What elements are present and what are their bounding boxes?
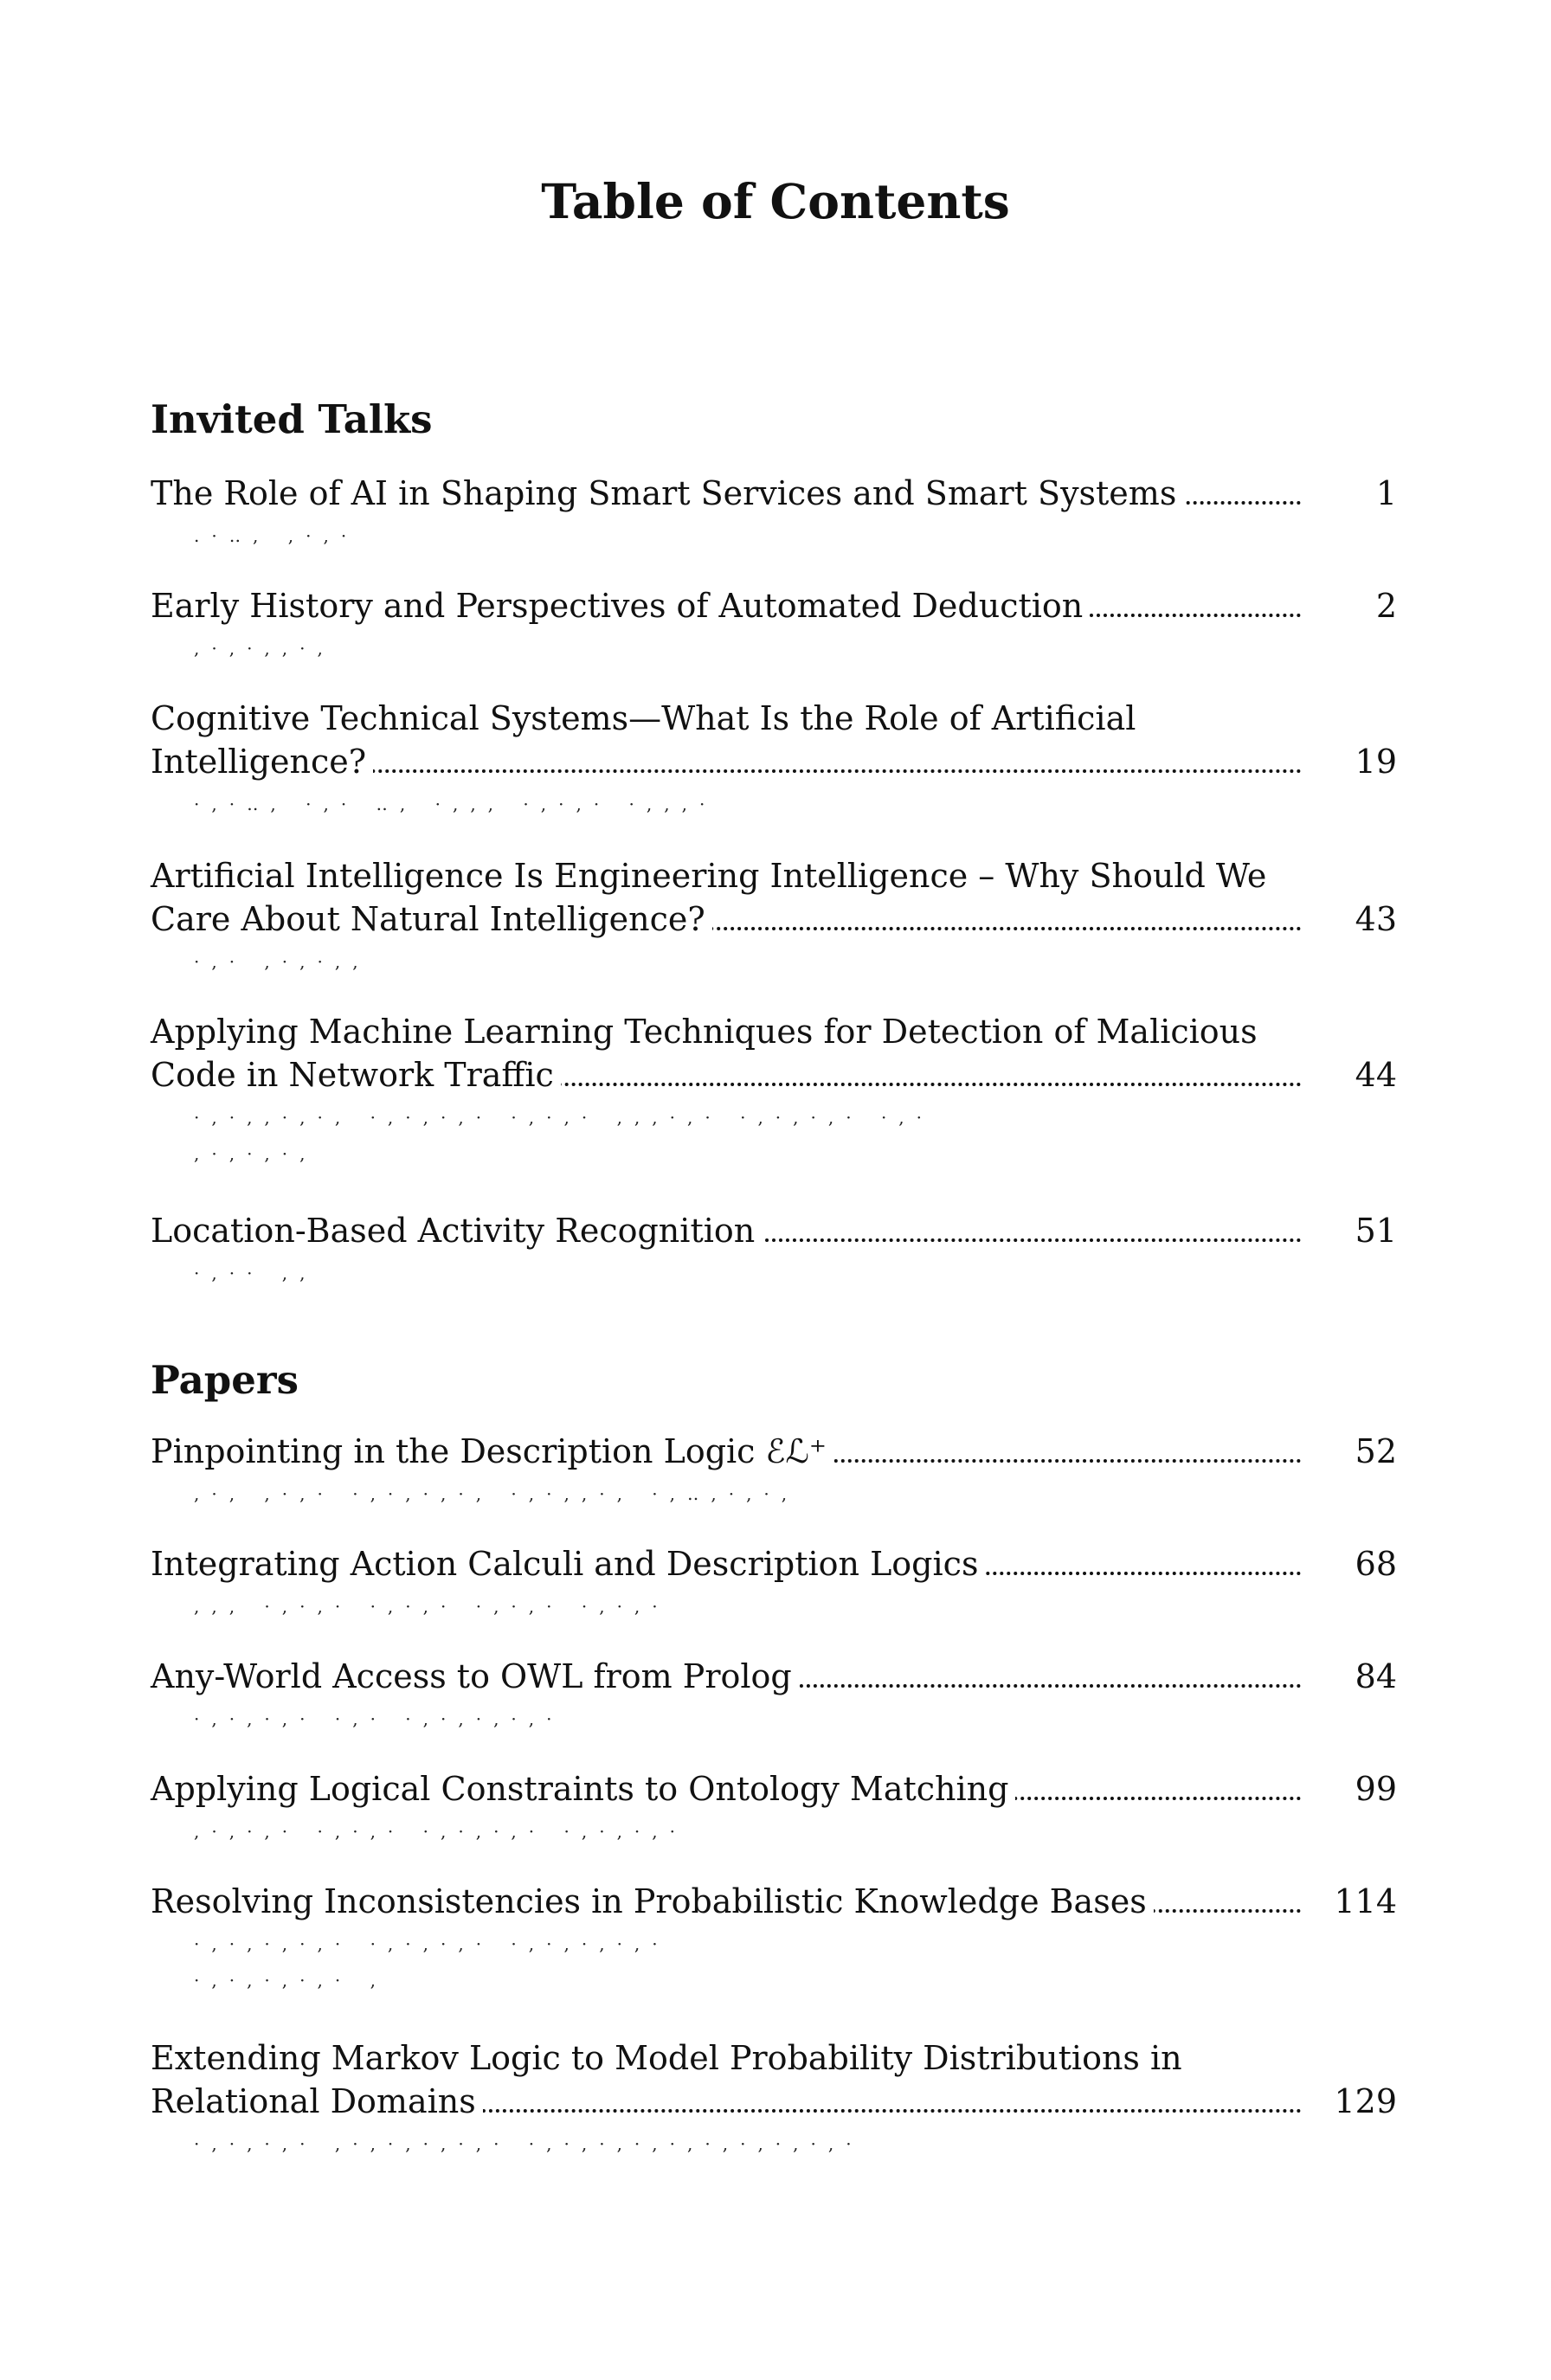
- entry-title-line[interactable]: Code in Network Traffic: [151, 1056, 561, 1094]
- toc-entry[interactable]: [151, 1767, 1397, 1847]
- section-heading-invited-talks: Invited Talks: [151, 396, 433, 442]
- entry-authors: ·,·,,·,·, ·,·,·,· ·,·,· ,,,·,· ·,·,·,· ·,·: [194, 1107, 935, 1128]
- entry-authors: ·,·,·,· ,·,·,·,·,· ·,·,·,·,·,·,·,·,·,·: [194, 2133, 864, 2154]
- entry-authors: ·,·,·,·,· ,: [194, 1970, 388, 1991]
- page-number: 52: [1347, 1430, 1397, 1473]
- entry-title-line[interactable]: Applying Logical Constraints to Ontology Matching: [151, 1770, 1015, 1808]
- entry-authors: ,·,·,,·,: [194, 638, 335, 659]
- entry-title-line[interactable]: Pinpointing in the Description Logic ℰℒ⁺: [151, 1432, 833, 1470]
- entry-title-line[interactable]: Location-Based Activity Recognition: [151, 1212, 762, 1250]
- entry-title-line[interactable]: Extending Markov Logic to Model Probability Distributions in: [151, 2039, 1189, 2077]
- entry-authors: ·,·,·,·,· ·,·,·,· ·,·,·,·,·: [194, 1933, 670, 1954]
- toc-entry[interactable]: [151, 1209, 1397, 1289]
- entry-authors: ,,, ·,·,· ·,·,· ·,·,· ·,·,·: [194, 1596, 670, 1617]
- toc-entry[interactable]: [151, 584, 1397, 664]
- entry-authors: ,·, ,·,· ·,·,·,·, ·,·,,·, ·,‥,·,·,: [194, 1483, 800, 1504]
- entry-title-line[interactable]: Early History and Perspectives of Automated Deduction: [151, 587, 1090, 625]
- toc-entry[interactable]: [151, 854, 1397, 977]
- toc-entry[interactable]: [151, 697, 1397, 820]
- page-number: 19: [1347, 740, 1397, 783]
- page-number: 44: [1347, 1053, 1397, 1097]
- page-number: 2: [1368, 584, 1397, 627]
- toc-entry[interactable]: [151, 1542, 1397, 1622]
- entry-title-line[interactable]: Any-World Access to OWL from Prolog: [151, 1657, 799, 1695]
- entry-authors: ·,·‥, ·,· ‥, ·,,, ·,·,· ·,,,·: [194, 794, 718, 814]
- page-number: 1: [1368, 472, 1397, 515]
- page-number: 51: [1347, 1209, 1397, 1252]
- section-heading-papers: Papers: [151, 1357, 299, 1403]
- toc-entry[interactable]: [151, 1880, 1397, 1996]
- entry-authors: ·,·,·,· ·,· ·,·,·,·,·: [194, 1708, 564, 1729]
- entry-authors: ,·,·,·,: [194, 1143, 318, 1164]
- page-number: 68: [1347, 1542, 1397, 1586]
- page-title: Table of Contents: [541, 173, 1010, 229]
- entry-title-line[interactable]: The Role of AI in Shaping Smart Services and Smart Systems: [151, 474, 1183, 512]
- entry-title-line[interactable]: Artificial Intelligence Is Engineering Intelligence – Why Should We: [151, 857, 1273, 895]
- entry-title-line[interactable]: Integrating Action Calculi and Description Logics: [151, 1545, 985, 1583]
- entry-authors: ·,·· ,,: [194, 1263, 318, 1283]
- entry-title-line[interactable]: Relational Domains: [151, 2082, 483, 2120]
- entry-title-line[interactable]: Intelligence?: [151, 743, 373, 781]
- entry-authors: .·‥, ,·,·: [194, 525, 359, 546]
- page-number: 129: [1325, 2080, 1397, 2123]
- toc-entry[interactable]: [151, 1655, 1397, 1734]
- entry-title-line[interactable]: Applying Machine Learning Techniques for Detection of Malicious: [151, 1013, 1265, 1051]
- toc-entry[interactable]: [151, 2036, 1397, 2159]
- entry-authors: ,·,·,· ·,·,· ·,·,·,· ·,·,·,·: [194, 1821, 688, 1842]
- page-number: 43: [1347, 897, 1397, 941]
- page-number: 114: [1325, 1880, 1397, 1923]
- entry-title-line[interactable]: Cognitive Technical Systems—What Is the Role of Artificial: [151, 699, 1142, 737]
- toc-entry[interactable]: [151, 1430, 1397, 1509]
- toc-entry[interactable]: [151, 1010, 1397, 1169]
- page-number: 84: [1347, 1655, 1397, 1698]
- page-number: 99: [1347, 1767, 1397, 1811]
- entry-authors: ·,· ,·,·,,: [194, 951, 370, 972]
- entry-title-line[interactable]: Resolving Inconsistencies in Probabilistic Knowledge Bases: [151, 1882, 1154, 1920]
- entry-title-line[interactable]: Care About Natural Intelligence?: [151, 900, 712, 938]
- toc-entry[interactable]: [151, 472, 1397, 551]
